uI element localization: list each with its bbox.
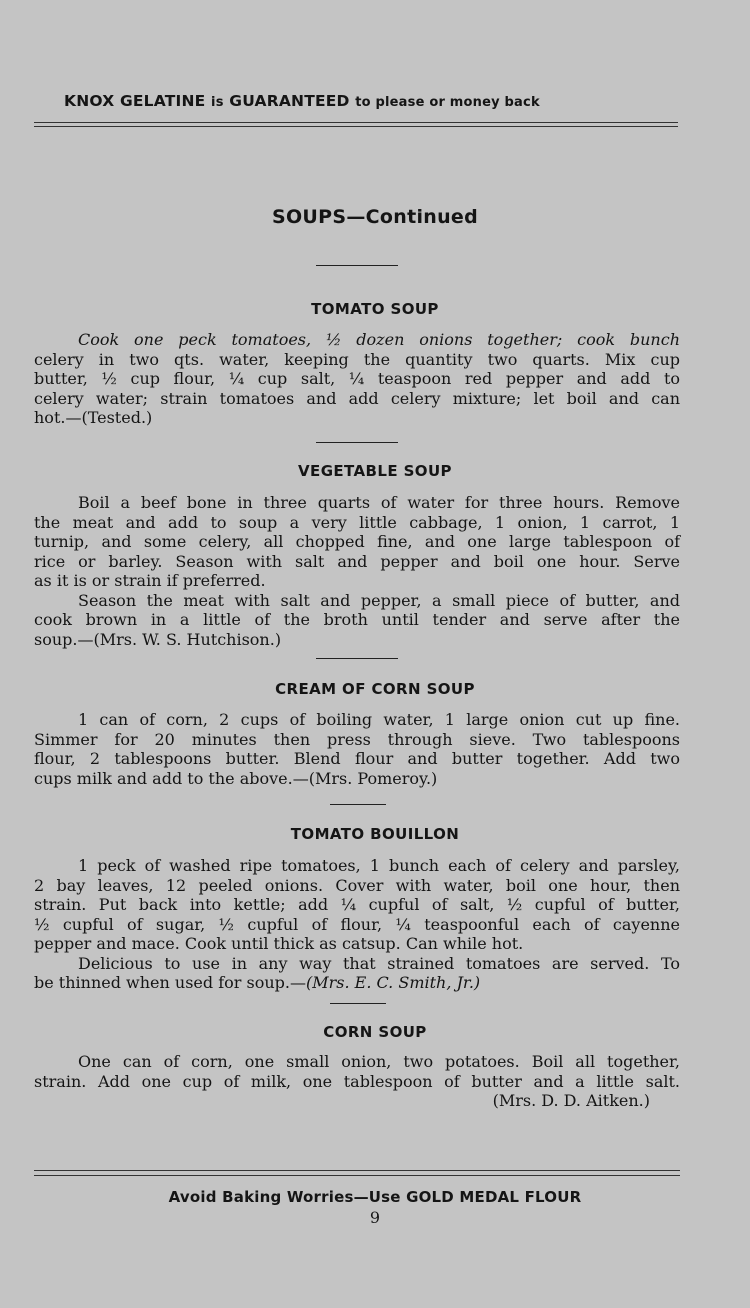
header-tagline: to please or money back	[355, 95, 540, 110]
recipe-line-text: be thinned when used for soup.—	[34, 973, 306, 992]
header-is: is	[211, 95, 224, 110]
recipe-line: Cook one peck tomatoes, ½ dozen onions together; cook bunch	[78, 330, 680, 349]
recipe-line: pepper and mace. Cook until thick as catsup. Can while hot.	[34, 934, 524, 953]
recipe-attribution: (Mrs. D. D. Aitken.)	[492, 1091, 650, 1110]
recipe-line: butter, ½ cup flour, ¼ cup salt, ¼ teaspoon red pepper and add to	[34, 369, 680, 388]
header-brand: KNOX GELATINE	[64, 92, 206, 110]
recipe-line: cook brown in a little of the broth until tender and serve after the	[34, 610, 680, 629]
recipe-body	[34, 330, 680, 428]
recipe-line: the meat and add to soup a very little cabbage, 1 onion, 1 carrot, 1	[34, 512, 680, 532]
recipe-line: 1 can of corn, 2 cups of boiling water, 1 large onion cut up fine.	[78, 710, 680, 729]
recipe-line: cups milk and add to the above.—(Mrs. Pomeroy.)	[34, 768, 438, 788]
header-rule-bottom	[34, 126, 678, 127]
footer-rule-top	[34, 1170, 680, 1171]
recipe-line: strain. Add one cup of milk, one tablespoon of butter and a little salt.	[34, 1071, 680, 1091]
recipe-divider	[330, 1003, 386, 1004]
recipe-line: Season the meat with salt and pepper, a small piece of butter, and	[78, 590, 680, 610]
recipe-body	[34, 856, 680, 993]
recipe-line: hot.—(Tested.)	[34, 408, 153, 427]
recipe-title: TOMATO BOUILLON	[290, 825, 460, 843]
footer-rule-bottom	[34, 1175, 680, 1176]
recipe-line: Simmer for 20 minutes then press through sieve. Two tablespoons	[34, 729, 680, 749]
recipe-title: CREAM OF CORN SOUP	[275, 680, 475, 698]
recipe-line: as it is or strain if preferred.	[34, 571, 266, 590]
recipe-line: celery in two qts. water, keeping the quantity two quarts. Mix cup	[34, 349, 680, 369]
recipe-line: turnip, and some celery, all chopped fine, and one large tablespoon of	[34, 532, 680, 551]
recipe-line: soup.—(Mrs. W. S. Hutchison.)	[34, 629, 282, 649]
recipe-line: Boil a beef bone in three quarts of water for three hours. Remove	[78, 493, 680, 512]
page-number: 9	[369, 1208, 381, 1227]
recipe-body	[34, 710, 680, 788]
header-guaranteed: GUARANTEED	[229, 92, 350, 110]
recipe-line: flour, 2 tablespoons butter. Blend flour and butter together. Add two	[34, 749, 680, 768]
recipe-line	[34, 973, 680, 993]
recipe-line: strain. Put back into kettle; add ¼ cupful of salt, ½ cupful of butter,	[34, 895, 680, 914]
recipe-line: ½ cupful of sugar, ½ cupful of flour, ¼ teaspoonful each of cayenne	[34, 914, 680, 934]
recipe-line: One can of corn, one small onion, two potatoes. Boil all together,	[78, 1052, 680, 1071]
page-header	[64, 92, 684, 110]
section-title: SOUPS—Continued	[271, 206, 479, 228]
recipe-line: rice or barley. Season with salt and pepper and boil one hour. Serve	[34, 551, 680, 571]
recipe-divider	[316, 265, 398, 266]
recipe-body	[34, 1052, 680, 1111]
recipe-attribution: (Mrs. E. C. Smith, Jr.)	[306, 973, 481, 992]
recipe-line: Delicious to use in any way that strained tomatoes are served. To	[78, 953, 680, 973]
recipe-body	[34, 493, 680, 649]
recipe-divider	[316, 442, 398, 443]
recipe-line: celery water; strain tomatoes and add celery mixture; let boil and can	[34, 388, 680, 408]
recipe-divider	[330, 804, 386, 805]
recipe-title: TOMATO SOUP	[311, 300, 439, 318]
recipe-divider	[316, 658, 398, 659]
recipe-title: VEGETABLE SOUP	[298, 462, 452, 480]
recipe-title: CORN SOUP	[323, 1023, 427, 1041]
recipe-line: 1 peck of washed ripe tomatoes, 1 bunch each of celery and parsley,	[78, 856, 680, 875]
page-footer: Avoid Baking Worries—Use GOLD MEDAL FLOUR	[168, 1188, 582, 1206]
header-rule-top	[34, 122, 678, 123]
recipe-line: 2 bay leaves, 12 peeled onions. Cover with water, boil one hour, then	[34, 875, 680, 895]
